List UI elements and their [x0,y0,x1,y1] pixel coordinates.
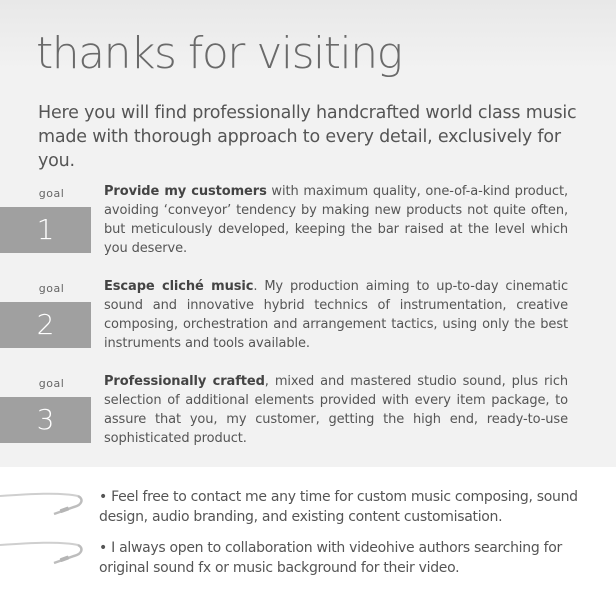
goal-body: , mixed and mastered studio sound, plus rich selection of additional elements provided with every item package, to assure that you, my customer, getting the high end, ready-to-use sophisticated product. [104,374,569,446]
audio-cable-icon [0,490,86,520]
contact-bullet: • Feel free to contact me any time for custom music composing, sound design, audio branding, and existing content customisation. [99,489,578,525]
goal-number: 2 [0,302,91,348]
goal-title: Escape cliché music [104,279,254,294]
goal-label: goal [38,187,65,200]
intro-text: Here you will find professionally handcrafted world class music made with thorough approach to every detail, exclusively for you. [38,103,577,171]
goal-label: goal [38,282,65,295]
goal-description [104,277,568,353]
goal-label: goal [38,377,65,390]
goal-body: . My production aiming to up-to-day cinematic sound and innovative hybrid technics of instrumentation, creative composing, orchestration and arrangement tactics, using only the best instruments and tools available. [104,279,568,351]
goal-number: 3 [0,397,91,443]
audio-cable-icon [0,539,86,569]
goal-body: with maximum quality, one-of-a-kind product, avoiding ‘conveyor’ tendency by making new products not quite often, but meticulously developed, keeping the bar raised at the level which you deserve. [104,184,569,256]
goal-description [104,372,568,448]
collaboration-bullet: • I always open to collaboration with videohive authors searching for original sound fx or music background for their video. [99,540,562,576]
page-title: thanks for visiting [36,28,402,79]
goal-number: 1 [0,207,91,253]
goal-description [104,182,568,258]
goal-title: Professionally crafted [104,374,265,389]
goal-title: Provide my customers [104,184,267,199]
